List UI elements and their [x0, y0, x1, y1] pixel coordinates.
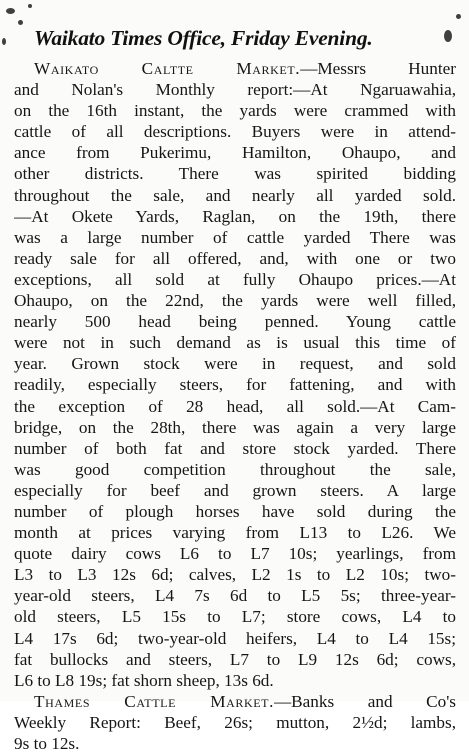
article-line: cattle of all descriptions. Buyers were in attend- — [14, 122, 456, 142]
article-line: year-old steers, L4 7s 6d to L5 5s; three-year- — [14, 586, 456, 606]
article-body — [14, 58, 456, 754]
article-line: L3 to L3 12s 6d; calves, L2 1s to L2 10s; two- — [14, 565, 456, 585]
article-line: —At Okete Yards, Raglan, on the 19th, there — [14, 206, 456, 226]
article-line: other districts. There was spirited bidding — [14, 164, 456, 184]
article-line: old steers, L5 15s to L7; store cows, L4 to — [14, 607, 456, 627]
section-heading-thames: Thames Cattle Market. — [34, 691, 274, 711]
article-line: ready sale for all offered, and, with one or two — [14, 248, 456, 268]
article-line: fat bullocks and steers, L7 to L9 12s 6d; cows, — [14, 649, 456, 669]
article-line: nearly 500 head being penned. Young cattle — [14, 312, 456, 332]
article-line: L4 17s 6d; two-year-old heifers, L4 to L4 15s; — [14, 628, 456, 648]
article-line: exceptions, all sold at fully Ohaupo prices.—At — [14, 269, 456, 289]
article-line: readily, especially steers, for fattening, and with — [14, 375, 456, 395]
article-line: ance from Pukerimu, Hamilton, Ohaupo, and — [14, 143, 456, 163]
article-line: throughout the sale, and nearly all yarded sold. — [14, 185, 456, 205]
article-line: 9s to 12s. — [14, 734, 80, 753]
article-line: bridge, on the 28th, there was again a very large — [14, 417, 456, 437]
article-line: Weekly Report: Beef, 26s; mutton, 2½d; lambs, — [14, 712, 456, 732]
article-line: month at prices varying from L13 to L26. We — [14, 523, 456, 543]
ink-speck — [6, 8, 15, 14]
article-line: year. Grown stock were in request, and sold — [14, 354, 456, 374]
article-line: was good competition throughout the sale, — [14, 459, 456, 479]
article-line: was a large number of cattle yarded There was — [14, 227, 456, 247]
ink-speck — [28, 4, 32, 8]
headline: Waikato Times Office, Friday Evening. — [34, 26, 373, 50]
article-line: and Nolan's Monthly report:—At Ngaruawahia, — [14, 80, 456, 100]
section-heading-waikato: Waikato Caltte Market. — [34, 59, 301, 78]
article-line: Thames Cattle Market.—Banks and Co's — [34, 691, 456, 711]
article-line: especially for beef and grown steers. A large — [14, 480, 456, 500]
article-line: Ohaupo, on the 22nd, the yards were well filled, — [14, 291, 456, 311]
article-line: were not in such demand as is usual this time of — [14, 333, 456, 353]
article-line: number of both fat and store stock yarded. There — [14, 438, 456, 458]
article-line: on the 16th instant, the yards were crammed with — [14, 101, 456, 121]
ink-speck — [456, 14, 461, 19]
article-line: number of plough horses have sold during the — [14, 501, 456, 521]
article-line: the exception of 28 head, all sold.—At Cam- — [14, 396, 456, 416]
article-line: Waikato Caltte Market.—Messrs Hunter — [34, 59, 456, 78]
article-line: quote dairy cows L6 to L7 10s; yearlings, from — [14, 544, 456, 564]
ink-speck — [18, 20, 23, 25]
ink-speck — [2, 38, 6, 45]
article-line: L6 to L8 19s; fat shorn sheep, 13s 6d. — [14, 670, 274, 690]
